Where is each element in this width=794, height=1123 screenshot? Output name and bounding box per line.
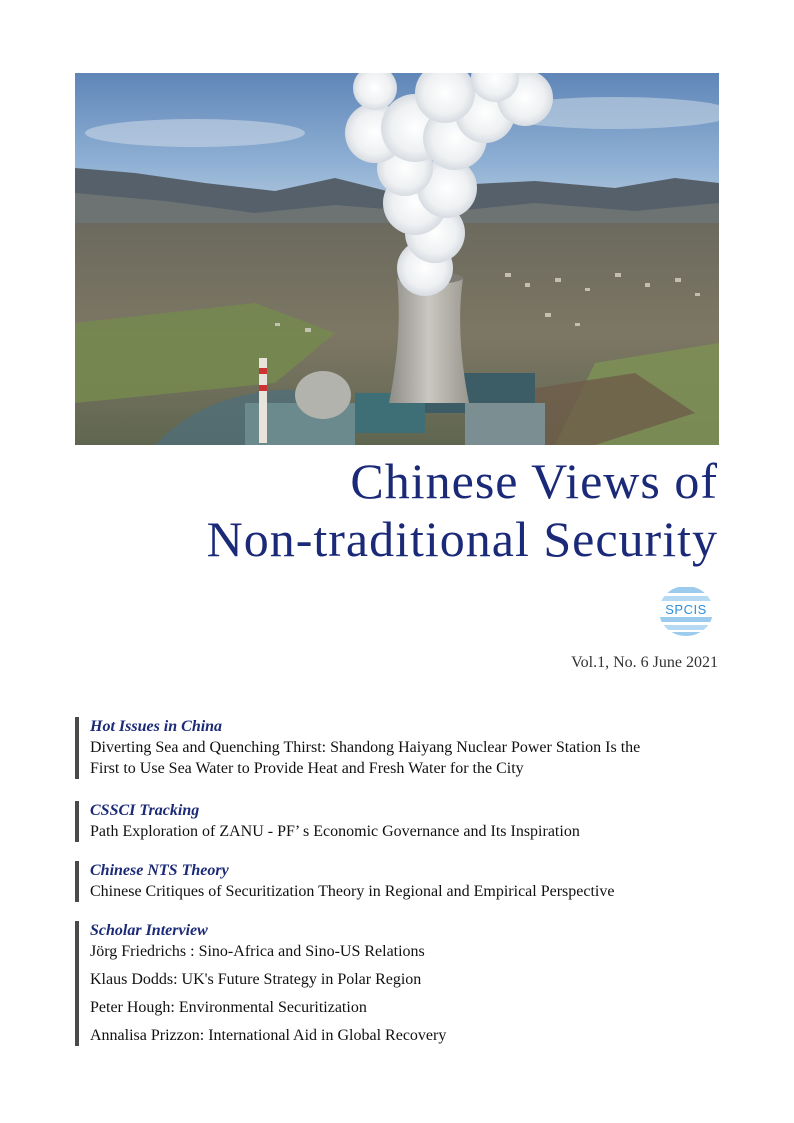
interview-item: Klaus Dodds: UK's Future Strategy in Polar Region (90, 971, 422, 988)
issue-info: Vol.1, No. 6 June 2021 (571, 654, 718, 671)
spcis-logo (657, 585, 715, 637)
article-title: Chinese Critiques of Securitization Theory in Regional and Empirical Perspective (90, 883, 615, 900)
section-scholar-interview (75, 921, 750, 1046)
section-heading: Scholar Interview (90, 922, 208, 939)
journal-title-line-1: Chinese Views of (350, 453, 718, 509)
logo-text: SPCIS (665, 602, 707, 617)
journal-title-line-2: Non-traditional Security (206, 511, 718, 567)
section-hot-issues (75, 717, 750, 779)
interview-item: Peter Hough: Environmental Securitization (90, 999, 367, 1016)
interview-item: Annalisa Prizzon: International Aid in Global Recovery (90, 1027, 447, 1044)
section-chinese-nts-theory (75, 861, 750, 902)
article-title: First to Use Sea Water to Provide Heat and Fresh Water for the City (90, 760, 524, 777)
interview-item: Jörg Friedrichs : Sino-Africa and Sino-US Relations (90, 943, 425, 960)
journal-title (207, 452, 718, 568)
section-heading: CSSCI Tracking (90, 802, 200, 819)
section-heading: Chinese NTS Theory (90, 862, 229, 879)
article-title: Path Exploration of ZANU - PF’ s Economic Governance and Its Inspiration (90, 823, 580, 840)
section-heading: Hot Issues in China (90, 718, 223, 735)
cover-photo (75, 73, 719, 445)
section-cssci-tracking (75, 801, 750, 842)
article-title: Diverting Sea and Quenching Thirst: Shandong Haiyang Nuclear Power Station Is the (90, 739, 641, 756)
